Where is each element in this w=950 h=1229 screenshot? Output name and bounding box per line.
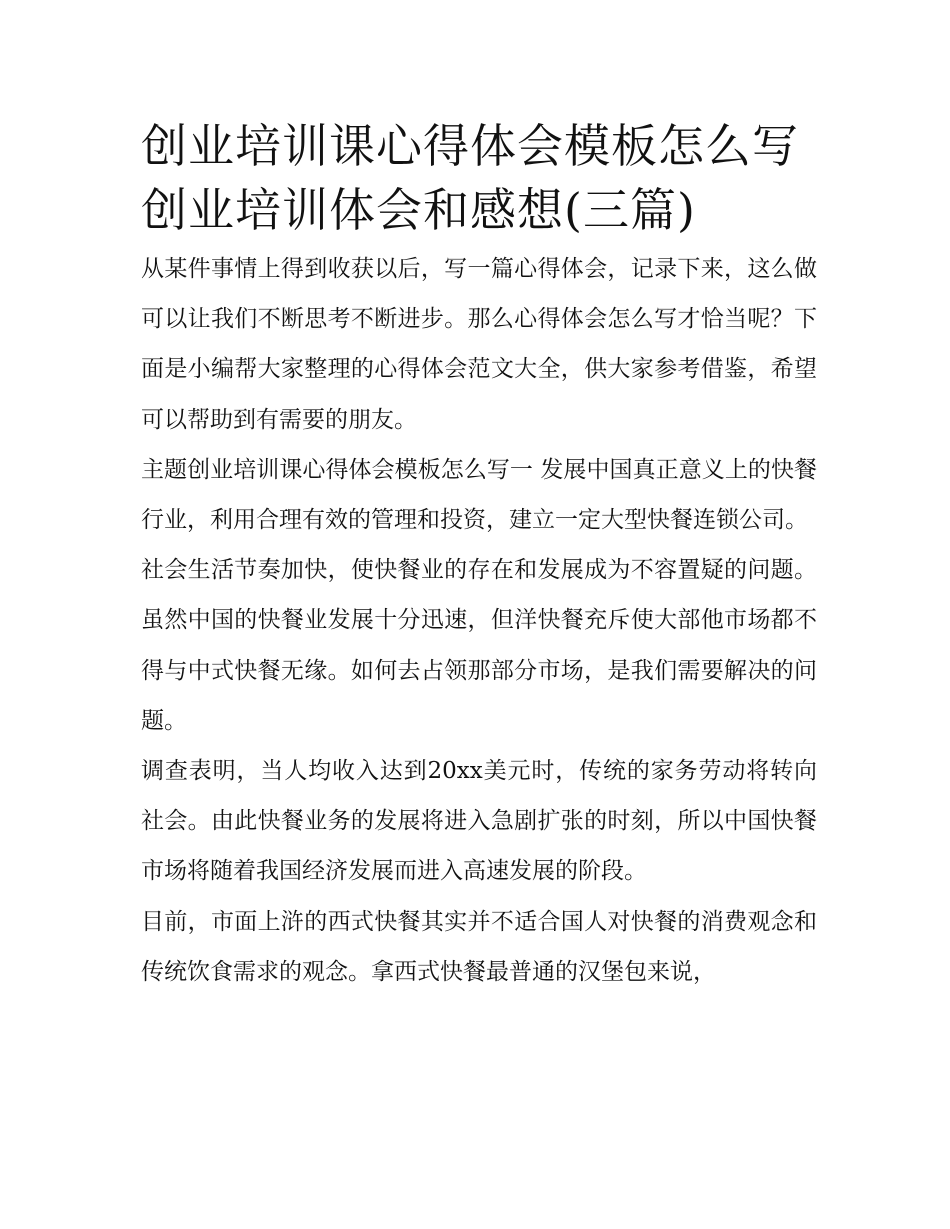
paragraph-topic: 主题创业培训课心得体会模板怎么写一 发展中国真正意义上的快餐行业，利用合理有效的管理和投资，建立一定大型快餐连锁公司。 <box>141 456 817 534</box>
paragraph-western-fastfood: 目前，市面上浒的西式快餐其实并不适合国人对快餐的消费观念和传统饮食需求的观念。拿西式快餐最普通的汉堡包来说， <box>141 908 817 985</box>
document-body <box>141 114 817 997</box>
paragraph-social-pace: 社会生活节奏加快，使快餐业的存在和发展成为不容置疑的问题。虽然中国的快餐业发展十分迅速，但洋快餐充斥使大部他市场都不得与中式快餐无缘。如何去占领那部分市场，是我们需要解决的问题。 <box>141 557 817 734</box>
paragraph-survey: 调查表明，当人均收入达到20xx美元时，传统的家务劳动将转向社会。由此快餐业务的发展将进入急剧扩张的时刻，所以中国快餐市场将随着我国经济发展而进入高速发展的阶段。 <box>141 758 817 885</box>
paragraph-intro: 从某件事情上得到收获以后，写一篇心得体会，记录下来，这么做可以让我们不断思考不断进步。那么心得体会怎么写才恰当呢？下面是小编帮大家整理的心得体会范文大全，供大家参考借鉴，希望可以帮助到有需要的朋友。 <box>141 256 817 433</box>
document-title: 创业培训课心得体会模板怎么写 创业培训体会和感想(三篇) <box>141 119 799 237</box>
